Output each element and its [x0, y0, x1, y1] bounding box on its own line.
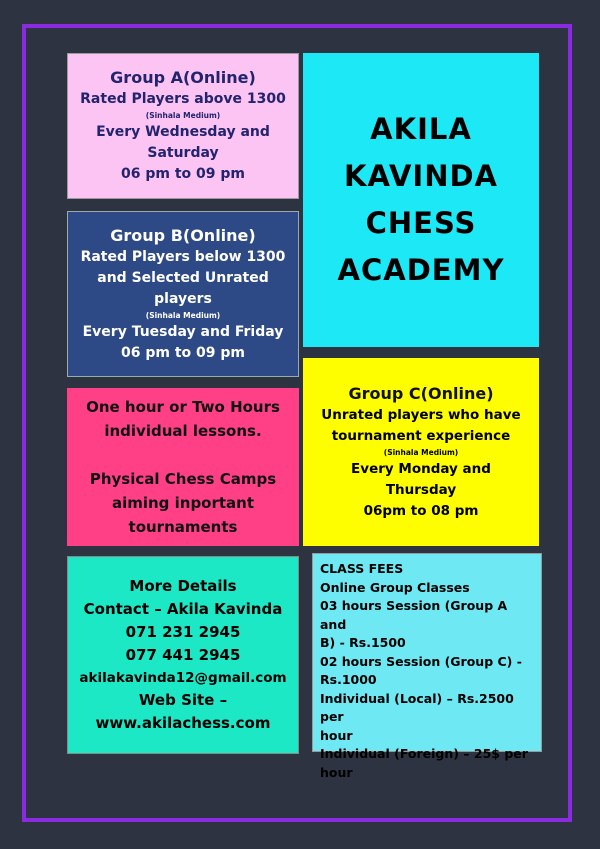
group-a-title: Group A(Online)	[110, 68, 256, 87]
group-b-eligibility-line3: players	[154, 290, 212, 307]
group-b-box	[67, 211, 299, 377]
academy-name-line2: KAVINDA	[344, 159, 498, 193]
group-b-time: 06 pm to 09 pm	[121, 344, 245, 361]
group-a-days-line1: Every Wednesday and	[96, 124, 270, 140]
contact-box	[67, 556, 299, 754]
fees-line1: Online Group Classes	[320, 579, 470, 595]
group-c-eligibility-line2: tournament experience	[331, 427, 511, 444]
group-b-days: Every Tuesday and Friday	[82, 323, 284, 340]
group-b-medium: (Sinhala Medium)	[145, 310, 221, 320]
group-c-time: 06pm to 08 pm	[363, 502, 479, 519]
class-fees-box	[312, 553, 542, 780]
academy-name-line4: ACADEMY	[337, 253, 505, 287]
group-c-days-line1: Every Monday and	[351, 460, 491, 477]
group-b-title: Group B(Online)	[110, 225, 256, 245]
group-a-eligibility: Rated Players above 1300	[80, 91, 286, 107]
lessons-box	[67, 388, 299, 546]
group-a-days-line2: Saturday	[147, 145, 219, 161]
fees-heading: CLASS FEES	[320, 561, 404, 576]
lessons-line3: Physical Chess Camps	[89, 470, 277, 488]
fees-line6: Individual (Local) – Rs.2500 per	[320, 690, 514, 724]
contact-phone1: 071 231 2945	[125, 623, 241, 641]
academy-name-line1: AKILA	[370, 112, 472, 146]
fees-line9: hour	[320, 764, 353, 780]
fees-line3: B) - Rs.1500	[320, 635, 406, 650]
group-b-eligibility-line2: and Selected Unrated	[97, 269, 269, 286]
contact-heading: More Details	[129, 577, 237, 595]
lessons-line1: One hour or Two Hours	[86, 398, 280, 416]
fees-line2: 03 hours Session (Group A and	[320, 598, 508, 632]
fees-line4: 02 hours Session (Group C) -	[320, 653, 522, 669]
fees-line7: hour	[320, 727, 353, 743]
contact-phone2: 077 441 2945	[125, 646, 241, 664]
academy-title-box	[303, 53, 539, 347]
group-c-box	[303, 358, 539, 546]
group-a-medium: (Sinhala Medium)	[145, 111, 221, 120]
fees-line5: Rs.1000	[320, 672, 377, 687]
lessons-line4: aiming inportant	[111, 494, 255, 512]
contact-website: www.akilachess.com	[95, 714, 271, 732]
group-c-days-line2: Thursday	[385, 481, 457, 498]
group-a-box	[67, 53, 299, 199]
fees-line8: Individual (Foreign) – 25$ per	[320, 746, 528, 761]
contact-person: Contact – Akila Kavinda	[83, 600, 283, 618]
group-c-eligibility-line1: Unrated players who have	[321, 406, 521, 423]
contact-website-label: Web Site –	[138, 691, 228, 709]
group-a-time: 06 pm to 09 pm	[121, 166, 245, 182]
group-b-eligibility-line1: Rated Players below 1300	[80, 248, 286, 265]
lessons-line2: individual lessons.	[104, 422, 262, 440]
contact-email: akilakavinda12@gmail.com	[79, 670, 287, 686]
lessons-line5: tournaments	[128, 518, 238, 536]
group-c-title: Group C(Online)	[348, 383, 494, 403]
academy-name-line3: CHESS	[365, 206, 477, 240]
group-c-medium: (Sinhala Medium)	[383, 447, 459, 457]
